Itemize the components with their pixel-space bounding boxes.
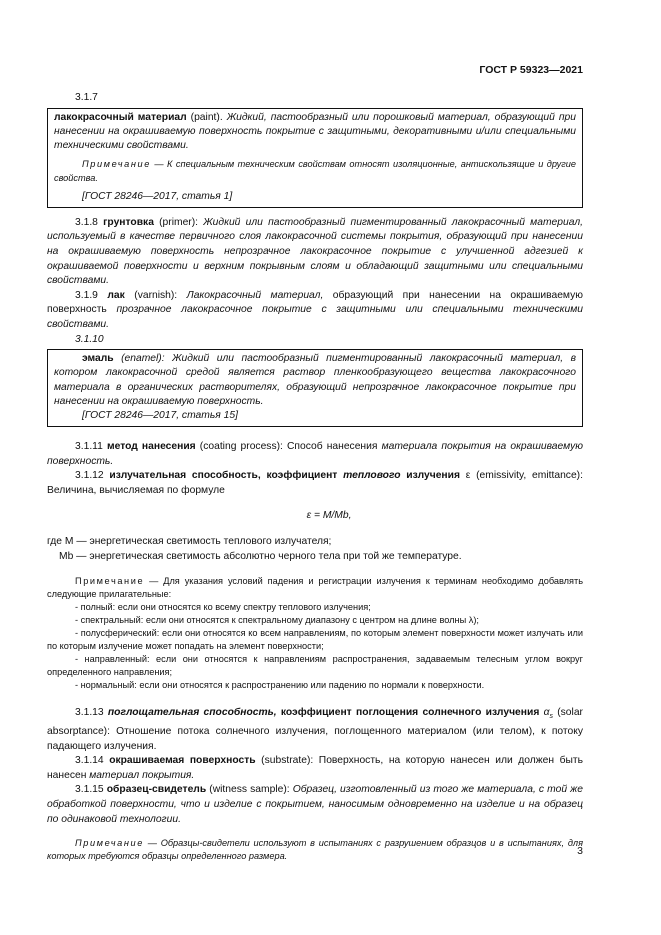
term-name: окрашиваемая поверхность [109,755,256,767]
alpha-symbol: α [543,707,550,719]
note-list-item: - нормальный: если они относятся к распространению или падению по нормали к поверхности. [75,680,485,691]
quoted-term-box-3-1-10 [47,349,583,427]
note-list-item: - полусферический: если они относятся ко всем направлениям, по которым элемент поверхности может излучать или по которым излучение может попадать на элемент поверхности; [47,628,583,652]
term-english: (paint). [186,111,227,123]
note-label: Примечание [75,576,145,587]
term-number-3-1-10: 3.1.10 [75,333,104,345]
term-name: лакокрасочный материал [54,111,187,123]
term-name: излучательная способность, коэффициент [109,470,344,482]
source-3-1-7: [ГОСТ 28246—2017, статья 1] [82,190,233,202]
term-name: поглощательная способность, [107,707,277,719]
note-list-item: - спектральный: если они относятся к спектральному диапазону с центром на длине волны λ); [75,615,479,626]
note-list-item: - полный: если они относятся ко всему спектру теплового излучения; [75,602,371,613]
note-list-item: - направленный: если они относятся к направлениям распространения, задаваемым телесным углом вокруг определенного направления; [47,654,583,678]
note-intro: Примечание — Для указания условий падения и регистрации излучения к терминам необходимо добавлять следующие прилагательные: [47,576,583,600]
term-3-1-15: 3.1.15 образец-свидетель (witness sample): Образец, изготовленный из того же материала, с той же обработкой поверхности, что и изделие с покрытием, наносимым одновременно на изделие и на образец по одинаковой технологии. [47,784,583,825]
term-name: образец-свидетель [106,784,207,796]
term-3-1-11: 3.1.11 метод нанесения (coating process): Способ нанесения материала покрытия на окрашиваемую поверхность. [47,441,583,467]
term-3-1-9: 3.1.9 лак (varnish): Лакокрасочный материал, образующий при нанесении на окрашиваемую поверхность прозрачное лакокрасочное покрытие с защитными или специальными техническими свойствами. [47,289,583,330]
term-3-1-12: 3.1.12 излучательная способность, коэффициент теплового излучения ε (emissivity, emittance): Величина, вычисляемая по формуле [47,470,583,496]
note-block-emissivity [47,575,583,692]
term-3-1-8: 3.1.8 грунтовка (primer): Жидкий или пастообразный пигментированный лакокрасочный материал, используемый в качестве первичного слоя лакокрасочной системы покрытия, образующий при нанесении на окрашиваемую поверхность непрозрачное лакокрасочное покрытие с улучшенной адгезией к окрашиваемой поверхности и верхним покрывным слоям и обладающий защитными или специальными свойствами. [47,216,583,287]
source-3-1-10: [ГОСТ 28246—2017, статья 15] [82,409,238,421]
term-definition-3-1-10: эмаль (enamel): Жидкий или пастообразный пигментированный лакокрасочный материал, в котором лакокрасочной средой является раствор пленкообразующего вещества лакокрасочного материала в органических растворителях, образующий непрозрачное лакокрасочное покрытие при нанесении на окрашиваемую поверхность. [54,353,576,407]
term-definition-text: Жидкий, пастообразный или порошковый материал, образующий при нанесении на окрашиваемую поверхность покрытие с защитными, декоративными и/или специальными техническими свойствами. [54,111,576,151]
note-3-1-7 [54,157,576,185]
note-witness-sample: Примечание — Образцы-свидетели используют в испытаниях с разрушением образцов и в испытаниях, для которых требуются образцы определенного размера. [47,838,583,862]
term-definition-3-1-7 [54,111,576,154]
formula-where-1: где M — энергетическая светимость теплового излучателя; [47,536,332,548]
term-name: грунтовка [103,216,154,228]
term-definition-text: Жидкий или пастообразный пигментированный лакокрасочный материал, в котором лакокрасочной средой является раствор пленкообразующего вещества лакокрасочного материала в органических растворителях, образующий непрозрачное лакокрасочное покрытие при нанесении на окрашиваемую поверхность. [54,353,576,407]
term-number-3-1-7: 3.1.7 [75,92,98,103]
term-definition-text: Жидкий или пастообразный пигментированный лакокрасочный материал, используемый в качестве первичного слоя лакокрасочной системы покрытия, образующий при нанесении на окрашиваемую поверхность непрозрачное лакокрасочное покрытие с улучшенной адгезией к окрашиваемой поверхности и верхним покрывным слоям и обладающий защитными или специальными свойствами. [47,216,583,287]
formula: ε = M/Mb, [306,509,352,521]
quoted-term-box-3-1-7 [47,108,583,208]
document-body [47,91,583,863]
term-name: лак [107,289,125,301]
term-name: эмаль [82,353,114,365]
standard-number: ГОСТ Р 59323—2021 [479,64,583,76]
term-3-1-14: 3.1.14 окрашиваемая поверхность (substrate): Поверхность, на которую нанесен или должен быть нанесен материал покрытия. [47,755,583,781]
note-label: Примечание [82,159,151,170]
note-text: — К специальным техническим свойствам относят изоляционные, антискользящие и другие свойства. [54,159,576,184]
term-name: метод нанесения [106,441,196,453]
formula-where-2: Mb — энергетическая светимость абсолютно черного тела при той же температуре. [59,550,462,562]
term-3-1-13: 3.1.13 поглощательная способность, коэффициент поглощения солнечного излучения $\alpha_s$ (solar absorptance): Отношение потока солнечного излучения, поглощенного материалом (или телом), к потоку падающего излучения. [47,707,583,752]
note-label: Примечание [75,838,144,849]
page-number: 3 [577,845,583,857]
